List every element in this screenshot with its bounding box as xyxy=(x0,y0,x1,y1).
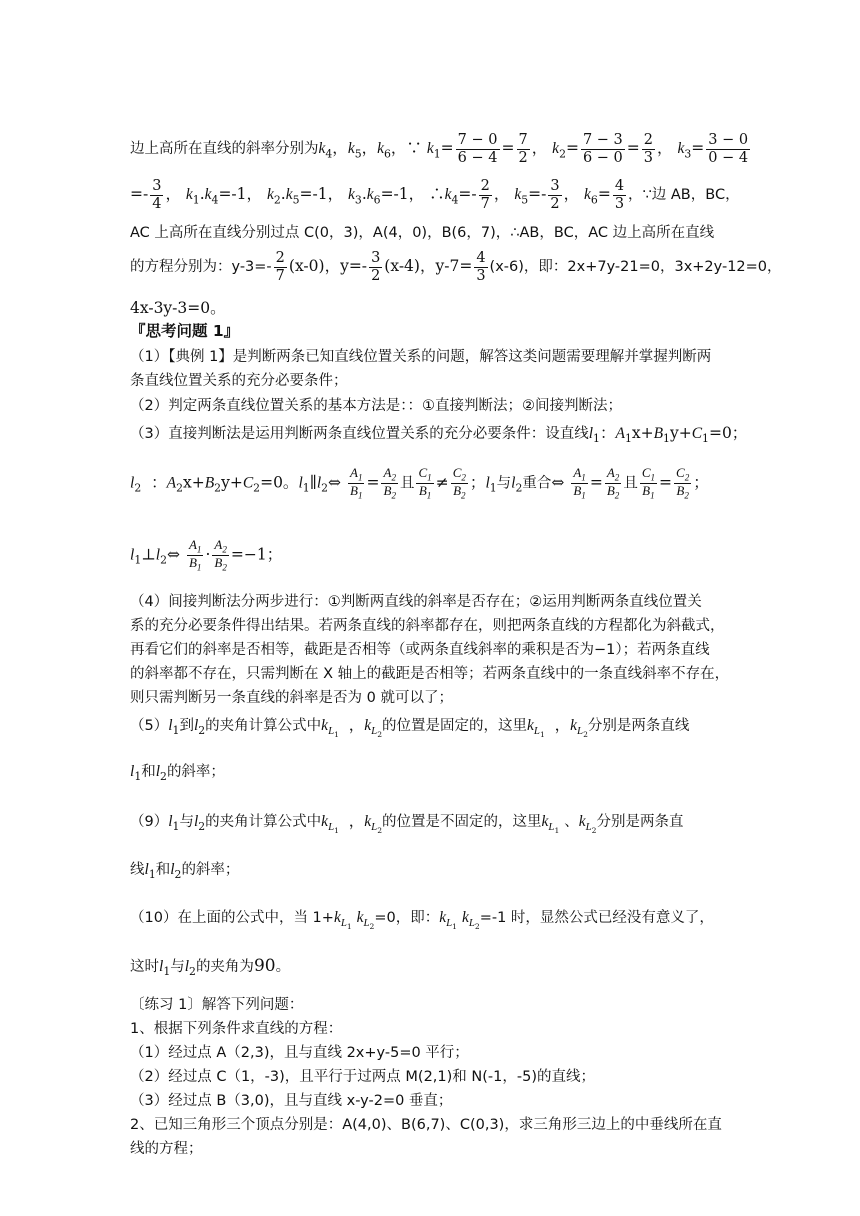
den: 2 xyxy=(371,267,381,284)
fraction xyxy=(548,178,561,212)
exercise-item-1: 1、根据下列条件求直线的方程： xyxy=(130,1021,343,1037)
sub: 3 xyxy=(684,147,692,161)
parallel-symbol: ∥ xyxy=(309,473,317,492)
therefore: ∴ xyxy=(429,185,445,204)
solution-line-4 xyxy=(130,250,782,284)
text: 的位置是固定的，这里 xyxy=(382,718,528,734)
text: 到 xyxy=(179,718,194,734)
sub: 4 xyxy=(325,147,333,161)
iff-symbol: ⇔ xyxy=(167,545,181,564)
text: (x-0)，y=- xyxy=(288,257,368,276)
k5: k xyxy=(347,140,355,158)
question-9-a: $(9)l_1$与$l_2$的夹角计算公式中$k_{L_1}$ ，$k_{L_2}$的位置是不固定的，这里$k_{L_1}$ 、$k_{L_2}$分别是两条直 xyxy=(130,812,684,836)
fraction: $\frac{A_1}{B_1}$ xyxy=(188,537,202,573)
text: 和 xyxy=(141,764,156,780)
fraction xyxy=(642,132,655,166)
exercise-1-1: （1）经过点 A（2,3)，且与直线 2x+y-5=0 平行； xyxy=(130,1045,469,1061)
k2: k xyxy=(552,140,560,158)
question-3-b: $l_2$ ：$A_2x+B_2y+C_2=0$。$l_1\parallel l_2\Leftrightarrow$ $\frac{A_1}{B_1}$ = $\frac{A_2}{B_2}$ 且 $\frac{C_1}{B_1}$ ≠ $\frac{C_2}{B_2}$ ；$l_1$与$l_2$重合⇔ $\frac{A_1}{B_1}$ = $\frac{A_2}{B_2}$ 且 $\frac{C_1}{B_1}$ = $\frac{C_2}{B_2}$ ； xyxy=(130,465,709,501)
text: 和 xyxy=(155,862,171,878)
perp-symbol: ⊥ xyxy=(141,545,156,564)
sub: 1 xyxy=(192,193,200,207)
section-heading: 『思考问题 1』 xyxy=(130,322,240,340)
num: 7 xyxy=(518,132,528,148)
exercise-item-2-a: 2、已知三角形三个顶点分别是：A(4,0)、B(6,7)、C(0,3)，求三角形三边上的中垂线所在直 xyxy=(130,1117,722,1133)
sub: 1 xyxy=(433,147,441,161)
num: 7 − 0 xyxy=(457,132,498,148)
text: =0。 xyxy=(260,473,299,492)
den: 3 xyxy=(614,195,625,212)
iff-symbol: ⇔ xyxy=(328,473,342,492)
exercise-1-2: （2）经过点 C（1，-3)，且平行于过两点 M(2,1)和 N(-1，-5)的直线； xyxy=(130,1069,595,1085)
text: ，∵边 AB，BC， xyxy=(628,187,740,204)
text: 。 xyxy=(275,959,291,975)
den: 2 xyxy=(518,149,528,166)
fraction: $\frac{A_1}{B_1}$ xyxy=(573,465,586,501)
text: 的夹角计算公式中 xyxy=(205,814,322,830)
fraction: $\frac{A_2}{B_2}$ xyxy=(606,465,620,501)
sub: 2 xyxy=(273,193,281,207)
question-4-e: 则只需判断另一条直线的斜率是否为 0 就可以了； xyxy=(130,690,453,706)
text: (x-6)，即：2x+7y-21=0，3x+2y-12=0， xyxy=(489,259,782,276)
text: 与 xyxy=(496,475,512,492)
solution-line-3: AC 上高所在直线分别过点 C(0，3)，A(4，0)，B(6，7)，∴AB，BC，AC 边上高所在直线 xyxy=(130,225,715,241)
A1: A xyxy=(615,425,625,442)
degree-value: 90 xyxy=(253,956,276,976)
text: =−1； xyxy=(230,545,283,564)
sub: 1 xyxy=(593,432,600,446)
k3: k xyxy=(677,140,685,158)
num: 2 xyxy=(480,178,490,194)
fraction: $\frac{A_1}{B_1}$ xyxy=(349,465,363,501)
text: =-1 xyxy=(218,185,247,204)
num: 3 xyxy=(550,178,560,194)
sub: 4 xyxy=(211,193,219,207)
text: ： xyxy=(151,473,167,492)
text: 的夹角为 xyxy=(195,959,254,975)
text: =-1 时，显然公式已经没有意义了， xyxy=(479,910,714,926)
text: （10）在上面的公式中，当 1+ xyxy=(130,910,334,926)
den: 2 xyxy=(550,195,560,212)
neq-symbol: ≠ xyxy=(435,473,449,492)
fraction xyxy=(274,250,287,284)
den: 0 − 4 xyxy=(708,149,749,166)
question-5-a: $(5)l_1$到$l_2$的夹角计算公式中$k_{L_1}$ ，$k_{L_2}$的位置是固定的，这里$k_{L_1}$ ，$k_{L_2}$分别是两条直线 xyxy=(130,716,690,740)
fraction: $\frac{A_2}{B_2}$ xyxy=(214,537,227,573)
text: =0； xyxy=(708,424,748,442)
fraction xyxy=(456,132,500,166)
fraction xyxy=(517,132,530,166)
num: 2 xyxy=(275,250,285,266)
question-3-a: （3）直接判断法是运用判断两条直线位置关系的充分必要条件：设直线$l_1$：$A_1x+B_1y+C_1=0$； xyxy=(130,424,748,446)
text: 且 xyxy=(399,475,415,492)
text: 与 xyxy=(170,959,185,975)
B1: B xyxy=(653,425,664,442)
text: 分别是两条直 xyxy=(596,814,684,830)
fraction xyxy=(150,178,163,212)
sub: 6 xyxy=(384,147,391,161)
num: 4 xyxy=(614,178,625,194)
question-3-c: $l_1\perp l_2\Leftrightarrow$ $\frac{A_1}{B_1}$ · $\frac{A_2}{B_2}$ =−1； xyxy=(130,537,283,573)
dot: · xyxy=(205,545,211,564)
den: 3 xyxy=(643,149,654,166)
question-1-a: （1）【典例 1】是判断两条已知直线位置关系的问题，解答这类问题需要理解并掌握判断两 xyxy=(130,349,712,365)
question-4-b: 系的充分必要条件得出结果。若两条直线的斜率都存在，则把两条直线的方程都化为斜截式， xyxy=(130,618,725,634)
text: 重合 xyxy=(522,475,552,492)
den: 7 xyxy=(480,195,490,212)
question-9-b: 线$l_1$和$l_2$的斜率； xyxy=(130,861,240,882)
den: 7 xyxy=(275,267,285,284)
text: 的斜率； xyxy=(181,862,240,878)
question-4-c: 再看它们的斜率是否相等，截距是否相等（或两条直线斜率的乘积是否为−1）；若两条直线 xyxy=(130,642,710,658)
text: 、 xyxy=(564,814,579,830)
question-4-a: （4）间接判断法分两步进行：①判断两直线的斜率是否存在；②运用判断两条直线位置关 xyxy=(130,594,702,610)
den: 4 xyxy=(152,195,162,212)
num: 4 xyxy=(476,250,486,266)
sub: 2 xyxy=(559,147,566,161)
fraction xyxy=(479,178,492,212)
num: 3 xyxy=(371,250,381,266)
sub: 5 xyxy=(354,147,362,161)
sub: 5 xyxy=(292,193,300,207)
fraction: $\frac{C_2}{B_2}$ xyxy=(676,465,690,501)
text: ； xyxy=(693,473,709,492)
question-1-b: 条直线位置关系的充分必要条件； xyxy=(130,373,348,389)
num: 3 xyxy=(152,178,162,194)
fraction: $\frac{C_2}{B_2}$ xyxy=(452,465,466,501)
fraction: $\frac{C_1}{B_1}$ xyxy=(418,465,432,501)
fraction xyxy=(706,132,750,166)
solution-line-2: =- $\frac{3}{4}$ ， $k_1.k_4=-1$， $k_2.k_5=-1$， $k_3.k_6=-1$， $\therefore k_4=-$ $\frac{2}{7}$ ， $k_5=-$ $\frac{3}{2}$ ， $k_6=$ $\frac{4}{3}$ ，∵边 AB，BC， xyxy=(130,178,740,212)
fraction: $\frac{C_1}{B_1}$ xyxy=(641,465,656,501)
text: ： xyxy=(599,424,616,442)
question-10-a: （10）在上面的公式中，当 $1+k_{L_1}$ $k_{L_2}=0$，即：$k_{L_1}$ $k_{L_2}=-1$ 时，显然公式已经没有意义了， xyxy=(130,909,714,932)
text: 边上高所在直线的斜率分别为 xyxy=(130,141,319,158)
text: 的位置是不固定的，这里 xyxy=(382,814,542,830)
question-4-d: 的斜率都不存在，只需判断在 X 轴上的截距是否相等；若两条直线中的一条直线斜率不存在， xyxy=(130,666,730,682)
l1: l xyxy=(588,425,594,442)
den: 3 xyxy=(476,267,486,284)
since: ，∵ xyxy=(390,139,422,158)
text: 线 xyxy=(130,862,145,878)
question-2: （2）判定两条直线位置关系的基本方法是：：①直接判断法；②间接判断法； xyxy=(130,398,622,414)
den: 6 − 0 xyxy=(582,149,623,166)
solution-line-1: 边上高所在直线的斜率分别为$k_4$，$k_5$，$k_6$，∵ $k_1=$ $\frac{7 - 0}{6 - 4}$ = $\frac{7}{2}$ ， $k_2=$ $\frac{7 - 3}{6 - 0}$ = $\frac{2}{3}$ ， $k_3=$ $\frac{3 - 0}{0 - 4}$ xyxy=(130,132,749,166)
text: 且 xyxy=(623,475,638,492)
text: (x-4)，y-7= xyxy=(384,257,473,276)
k4: k xyxy=(318,140,326,158)
text: =-1 xyxy=(380,185,409,204)
text: （5） xyxy=(130,718,169,734)
text: =0，即： xyxy=(374,910,440,926)
text: 这时 xyxy=(130,959,159,975)
text: ； xyxy=(469,473,486,492)
text: （3）直接判断法是运用判断两条直线位置关系的充分必要条件：设直线 xyxy=(130,426,589,442)
exercise-1-3: （3）经过点 B（3,0)，且与直线 x-y-2=0 垂直； xyxy=(130,1093,453,1109)
sub: 2 xyxy=(134,481,142,495)
num: 7 − 3 xyxy=(582,132,623,148)
sub: 6 xyxy=(373,193,381,207)
num: 2 xyxy=(643,132,654,148)
text: 的夹角计算公式中 xyxy=(205,718,322,734)
fraction: $\frac{A_2}{B_2}$ xyxy=(383,465,396,501)
fraction xyxy=(369,250,382,284)
text: 分别是两条直线 xyxy=(587,718,690,734)
text: 的斜率； xyxy=(166,764,225,780)
fraction xyxy=(581,132,625,166)
text: （9） xyxy=(130,814,169,830)
fraction xyxy=(613,178,626,212)
sub: 3 xyxy=(354,193,362,207)
exercise-title: 〔练习 1〕解答下列问题： xyxy=(130,997,304,1013)
text: x+ xyxy=(631,424,654,442)
k6: k xyxy=(377,140,385,158)
question-10-b: 这时$l_1$与$l_2$的夹角为90。 xyxy=(130,956,291,979)
text: =- xyxy=(130,185,149,204)
iff-symbol: ⇔ xyxy=(551,473,565,492)
num: 3 − 0 xyxy=(708,132,749,148)
text: 与 xyxy=(179,814,194,830)
question-5-b: $l_1$和$l_2$的斜率； xyxy=(130,763,225,784)
text: 的方程分别为：y-3=- xyxy=(130,259,272,276)
exercise-item-2-b: 线的方程； xyxy=(130,1141,203,1157)
den: 6 − 4 xyxy=(457,149,498,166)
fraction xyxy=(474,250,487,284)
C1: C xyxy=(691,425,703,442)
text: =-1 xyxy=(299,185,328,204)
text: y+ xyxy=(669,424,692,442)
solution-line-5: 4x-3y-3=0。 xyxy=(130,299,226,317)
k1: k xyxy=(426,140,434,158)
